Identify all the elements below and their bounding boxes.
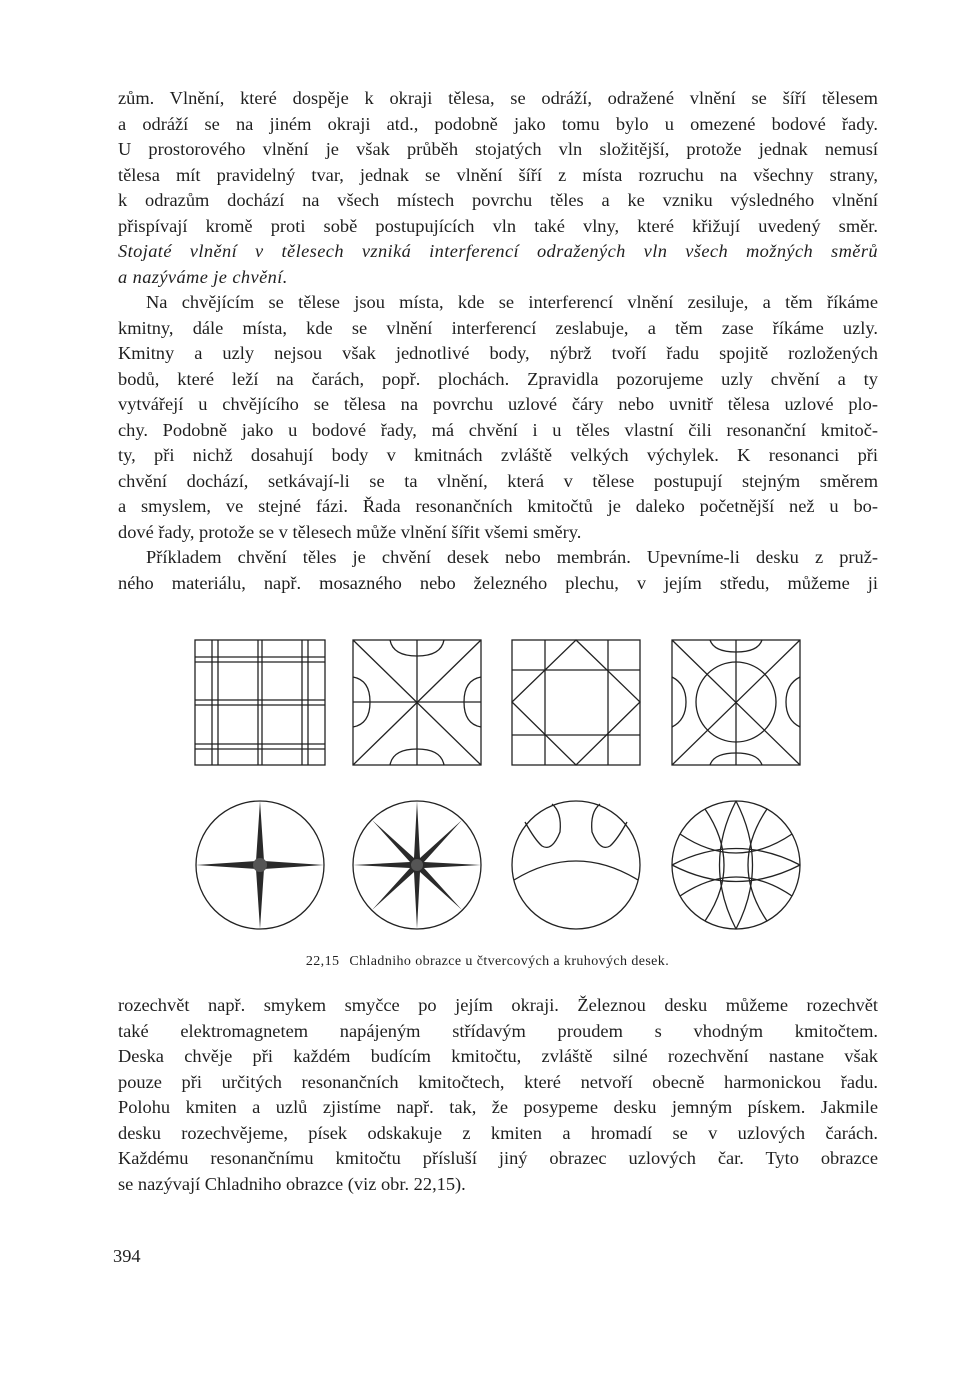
chladni-figure — [190, 632, 820, 942]
text-line: přispívají kromě proti sobě postupujících vln také vlny, které křižují uvedený směr. — [118, 215, 878, 236]
text-line: desku rozechvějeme, písek odskakuje z kmiten a hromadí se v uzlových čarách. — [118, 1122, 878, 1143]
text-line: Kmitny a uzly nejsou však jednotlivé body, nýbrž tvoří řadu spojitě rozložených — [118, 343, 878, 363]
text-line: a odráží se na jiném okraji atd., podobně jako tomu bylo u omezené bodové řady. — [118, 113, 878, 134]
text-line: U prostorového vlnění je však průběh stojatých vln složitější, protože jednak nemusí — [118, 139, 878, 159]
text-line: ného materiálu, např. mosazného nebo železného plechu, v jejím středu, můžeme ji — [118, 572, 878, 593]
text-line: kmitny, dále místa, kde se vlnění interferencí zeslabuje, a těm zase říkáme uzly. — [118, 317, 878, 338]
text-line: a smyslem, ve stejné fázi. Řada resonančních kmitočtů je daleko početnější než u bo- — [118, 496, 878, 516]
circular-plate-arcs — [512, 801, 640, 929]
text-line: Na chvějícím se tělese jsou místa, kde se interferencí vlnění zesiluje, a těm říkáme — [146, 292, 878, 312]
text-line: dové řady, protože se v tělesech může vlnění šířit všemi směry. — [118, 521, 582, 542]
figure-number: 22,15 — [305, 954, 340, 969]
text-line: Příkladem chvění těles je chvění desek nebo membrán. Upevníme-li desku z pruž- — [146, 547, 878, 567]
circular-plate-cross — [196, 801, 324, 929]
text-line: a nazýváme je chvění. — [118, 266, 288, 287]
text-block-lower — [118, 993, 878, 1197]
text-line: ty, při nichž dosahují body v kmitnách zvláště velkých výchylek. K resonanci při — [118, 445, 878, 465]
square-plate-diamond — [512, 640, 640, 765]
text-line: rozechvět např. smykem smyčce po jejím okraji. Železnou desku můžeme rozechvět — [118, 995, 878, 1015]
text-line: také elektromagnetem napájeným střídavým proudem s vhodným kmitočtem. — [118, 1020, 878, 1041]
text-line: Stojaté vlnění v tělesech vzniká interferencí odražených vln všech možných směrů — [118, 241, 878, 261]
text-line: k odrazům dochází na všech místech povrchu těles a ke vzniku výsledného vlnění — [118, 190, 878, 210]
text-line: vytvářejí u chvějícího se tělesa na povrchu uzlové čáry nebo uvnitř tělesa uzlové plo- — [118, 394, 878, 414]
text-line: se nazývají Chladniho obrazce (viz obr. 22,15). — [118, 1173, 466, 1194]
square-plate-diagonals — [353, 640, 481, 765]
circular-plate-star — [353, 801, 481, 929]
figure-caption-text: Chladniho obrazce u čtvercových a kruhových desek. — [349, 954, 670, 969]
square-plate-grid — [195, 640, 325, 765]
text-line: zům. Vlnění, které dospěje k okraji tělesa, se odráží, odražené vlnění se šíří tělesem — [118, 88, 878, 108]
text-line: chy. Podobně jako u bodové řady, má chvění i u těles vlastní čili resonanční kmitoč- — [118, 419, 878, 440]
circular-plate-lattice — [672, 801, 800, 929]
text-line: chvění dochází, setkávají-li se ta vlnění, která v tělese postupují stejným směrem — [118, 470, 878, 491]
text-line: Každému resonančnímu kmitočtu přísluší jiný obrazec uzlových čar. Tyto obrazce — [118, 1148, 878, 1168]
figure-caption — [0, 954, 975, 970]
page-number: 394 — [113, 1246, 141, 1266]
text-line: pouze při určitých resonančních kmitočtech, které netvoří obecně harmonickou řadu. — [118, 1071, 878, 1092]
text-line: Deska chvěje při každém budícím kmitočtu, zvláště silné rozechvění nastane však — [118, 1046, 878, 1066]
text-line: tělesa mít pravidelný tvar, jednak se vlnění šíří z místa rozruchu na všechny strany, — [118, 164, 878, 185]
text-line: bodů, které leží na čarách, popř. plochách. Zpravidla pozorujeme uzly chvění a ty — [118, 368, 878, 389]
text-line: Polohu kmiten a uzlů zjistíme např. tak, že posypeme desku jemným pískem. Jakmile — [118, 1097, 878, 1117]
square-plate-circle — [672, 640, 800, 765]
text-block-upper — [118, 86, 878, 596]
chladni-figure-svg — [190, 632, 820, 942]
